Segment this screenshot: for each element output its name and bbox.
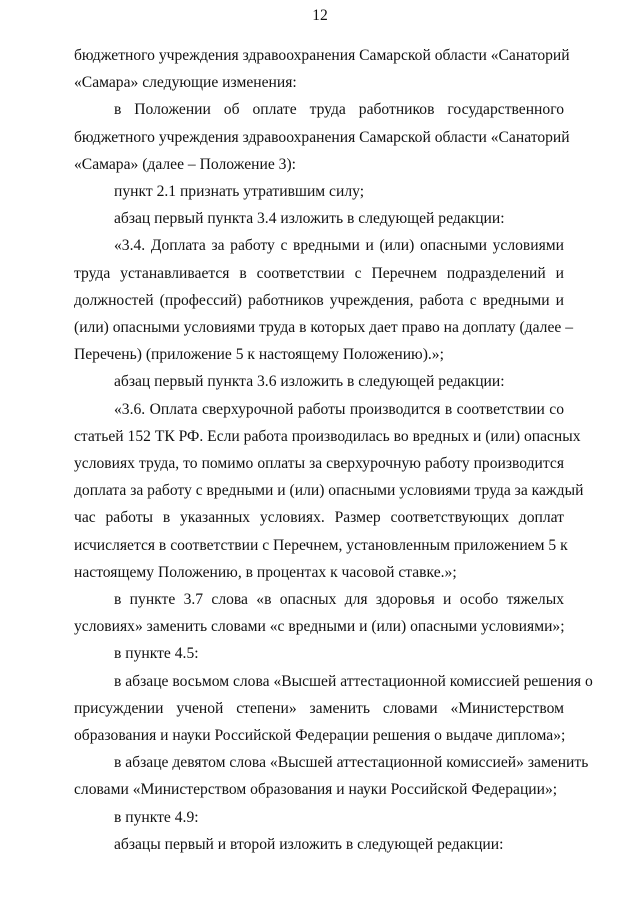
- text-line: образования и науки Российской Федерации решения о выдаче диплома»;: [74, 727, 566, 744]
- text-line: «Самара» следующие изменения:: [74, 74, 297, 92]
- text-line: в пункте 4.5:: [114, 645, 199, 663]
- text-line: абзац первый пункта 3.6 изложить в следующей редакции:: [114, 373, 505, 391]
- text-line: статьей 152 ТК РФ. Если работа производилась во вредных и (или) опасных: [74, 427, 581, 445]
- text-line: доплата за работу с вредными и (или) опасными условиями труда за каждый: [74, 482, 584, 500]
- text-line: в абзаце девятом слова «Высшей аттестационной комиссией» заменить: [114, 754, 589, 772]
- text-line: бюджетного учреждения здравоохранения Самарской области «Санаторий: [74, 128, 570, 146]
- text-line: словами «Министерством образования и науки Российской Федерации»;: [74, 781, 558, 799]
- text-line: условиях труда, то помимо оплаты за сверхурочную работу производится: [74, 455, 564, 472]
- text-line: пункт 2.1 признать утратившим силу;: [114, 183, 365, 200]
- text-line: присуждении ученой степени» заменить словами «Министерством: [74, 699, 564, 717]
- text-line: бюджетного учреждения здравоохранения Самарской области «Санаторий: [74, 47, 570, 64]
- text-line: абзацы первый и второй изложить в следующей редакции:: [114, 835, 504, 853]
- text-line: условиях» заменить словами «с вредными и (или) опасными условиями»;: [74, 618, 565, 636]
- text-line: час работы в указанных условиях. Размер соответствующих доплат: [74, 509, 564, 527]
- text-line: должностей (профессий) работников учреждения, работа с вредными и: [74, 291, 564, 309]
- text-line: (или) опасными условиями труда в которых дает право на доплату (далее –: [74, 319, 573, 336]
- text-line: «3.4. Доплата за работу с вредными и (или) опасными условиями: [114, 237, 564, 255]
- text-line: «Самара» (далее – Положение 3):: [74, 155, 296, 173]
- text-line: в Положении об оплате труда работников государственного: [114, 101, 564, 119]
- text-line: в пункте 4.9:: [114, 808, 199, 826]
- text-line: в абзаце восьмом слова «Высшей аттестационной комиссией решения о: [114, 672, 593, 690]
- text-line: Перечень) (приложение 5 к настоящему Положению).»;: [74, 346, 444, 364]
- text-line: труда устанавливается в соответствии с Перечнем подразделений и: [74, 264, 564, 282]
- page-number: 12: [312, 7, 328, 24]
- text-line: исчисляется в соответствии с Перечнем, установленным приложением 5 к: [74, 536, 568, 554]
- text-line: абзац первый пункта 3.4 изложить в следующей редакции:: [114, 210, 505, 228]
- text-line: настоящему Положению, в процентах к часовой ставке.»;: [74, 563, 457, 581]
- text-line: «3.6. Оплата сверхурочной работы производится в соответствии со: [114, 400, 564, 418]
- text-line: в пункте 3.7 слова «в опасных для здоровья и особо тяжелых: [114, 591, 564, 608]
